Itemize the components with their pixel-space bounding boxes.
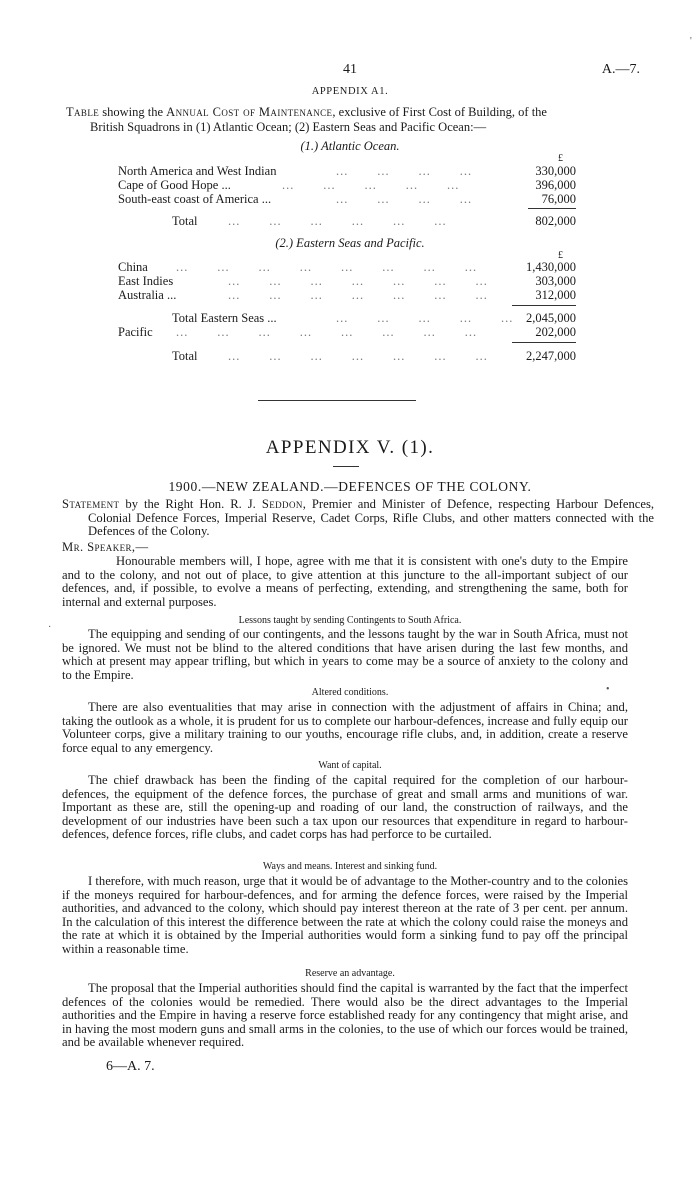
footer-reference: 6—A. 7. [106, 1059, 155, 1074]
sidenote-lessons: Lessons taught by sending Contingents to South Africa. [238, 615, 462, 626]
caption-text-b: , exclusive of First Cost of Building, of the [332, 105, 547, 119]
title-rule [333, 466, 359, 467]
row-label: China [118, 260, 148, 274]
scan-mark: ' [690, 36, 692, 47]
pacific-label: Pacific [118, 325, 153, 339]
caption-line-2: British Squadrons in (1) Atlantic Ocean; (2) Eastern Seas and Pacific Ocean:— [90, 120, 487, 134]
table-row: Pacific ... ... ... ... ... ... ... ... 202,000 [118, 325, 576, 339]
paragraph-2: The equipping and sending of our contingents, and the lessons taught by the war in South Africa, must not be ignored. We must not be blind to the altered conditions that have arisen during the last few months, and which at present may appear trifling, but which in years to come may be a source of anxiety to the colony and to the Empire. [62, 627, 628, 682]
total-row: Total ... ... ... ... ... ... ... 2,247,000 [172, 349, 576, 363]
pacific-value: 202,000 [535, 325, 576, 339]
row-label: South-east coast of America ... [118, 192, 272, 206]
row-label: Cape of Good Hope ... [118, 178, 231, 192]
section1-title: (1.) Atlantic Ocean. [300, 139, 400, 153]
row-value: 396,000 [535, 178, 576, 192]
caption-text-a: showing the [102, 105, 164, 119]
row-value: 312,000 [535, 288, 576, 302]
statement-text-b: , Premier and Minister of Defence, respecting Harbour Defences, Colonial Defence Forces, Imperial Reserve, Cadet Corps, Rifle Clubs, and other matters connected with the Defences of the Colony. [88, 497, 654, 538]
section2-currency: £ [558, 250, 563, 261]
paragraph-1: Honourable members will, I hope, agree with me that it is consistent with one's duty to the Empire and to the colony, and not out of place, to give attention at this juncture to the all-important subject of our defences, and, if possible, to evolve a means of perfecting, extending, and strengthening the same, both for internal and external purposes. [62, 554, 628, 609]
page-number: 41 [343, 62, 357, 77]
table-caption [66, 105, 632, 135]
main-heading: 1900.—NEW ZEALAND.—DEFENCES OF THE COLONY. [168, 479, 532, 494]
sidenote-ways: Ways and means. Interest and sinking fund. [262, 861, 438, 872]
sidenote-capital: Want of capital. [318, 760, 382, 771]
statement-text-a: by the Right Hon. R. J. [125, 497, 256, 511]
scan-mark: • [606, 684, 610, 695]
total-row: Total ... ... ... ... ... ... 802,000 [172, 214, 576, 228]
total-label: Total [172, 214, 198, 228]
paragraph-4: The chief drawback has been the finding of the capital required for the completion of our harbour-defences, the equipment of the defence forces, the purchase of great and small arms and munitions of war. Important as these are, still the opening-up and roading of our land, the construction of railways, and the development of our industries have been such a tax upon our resources that expenditure in regard to harbour-defences, defence forces, rifle clubs, and cadet corps has had perforce to be curtailed. [62, 773, 628, 841]
row-label: North America and West Indian [118, 164, 277, 178]
row-label: Australia ... [118, 288, 177, 302]
sidenote-altered: Altered conditions. [311, 687, 389, 698]
caption-small-caps: Annual Cost of Maintenance [166, 105, 333, 119]
table-row: East Indies ... ... ... ... ... ... ... 303,000 [118, 274, 576, 288]
subtotal-label: Total Eastern Seas ... [172, 311, 277, 325]
statement-lead: Statement [62, 497, 120, 511]
appendix-a1-title: APPENDIX A1. [311, 86, 389, 97]
row-value: 1,430,000 [526, 260, 576, 274]
paragraph-5: I therefore, with much reason, urge that it would be of advantage to the Mother-country and to the colonies if the moneys required for harbour-defences, and for arming the defence forces, were raised by the Imperial authorities, and advanced to the colony, which should pay interest thereon at the rate of 3 per cent. per annum. In the calculation of this interest the difference between the rate at which the colony could raise the moneys and the rate at which it is obtained by the Imperial authorities would form a sinking fund to pay off the principal within a reasonable time. [62, 874, 628, 956]
sidenote-reserve: Reserve an advantage. [305, 968, 395, 979]
sum-rule [512, 342, 576, 343]
row-label: East Indies [118, 274, 174, 288]
row-value: 303,000 [535, 274, 576, 288]
salutation [62, 541, 628, 555]
total-value: 802,000 [535, 214, 576, 228]
paragraph-3: There are also eventualities that may arise in connection with the adjustment of affairs in China; and, taking the outlook as a whole, it is prudent for us to complete our harbour-defences, increase and fully equip our Volunteer corps, give a military training to our youths, encourage rifle clubs, and, in addition, create a reserve force equal to any emergency. [62, 700, 628, 755]
table-row: North America and West Indian ... ... ... ... 330,000 [118, 164, 576, 178]
table-row: Cape of Good Hope ... ... ... ... ... ... 396,000 [118, 178, 576, 192]
section-divider [258, 400, 416, 401]
row-value: 76,000 [541, 192, 576, 206]
statement-paragraph [62, 498, 654, 539]
total-value: 2,247,000 [526, 349, 576, 363]
scan-mark: · [48, 622, 52, 633]
row-value: 330,000 [535, 164, 576, 178]
table-row: Australia ... ... ... ... ... ... ... ... 312,000 [118, 288, 576, 302]
section2-title: (2.) Eastern Seas and Pacific. [275, 236, 425, 250]
salutation-text: Mr. Speaker,— [62, 540, 149, 554]
section1-currency: £ [558, 153, 563, 164]
subtotal-value: 2,045,000 [526, 311, 576, 325]
table-row: South-east coast of America ... ... ... ... ... 76,000 [118, 192, 576, 206]
caption-lead: Table [66, 105, 100, 119]
appendix-v-title: APPENDIX V. (1). [265, 437, 435, 458]
total-label: Total [172, 349, 198, 363]
table-row: China ... ... ... ... ... ... ... ... 1,430,000 [118, 260, 576, 274]
sum-rule [512, 305, 576, 306]
document-reference: A.—7. [601, 62, 640, 77]
sum-rule [528, 208, 576, 209]
paragraph-6: The proposal that the Imperial authorities should find the capital is warranted by the fact that the imperfect defences of the colonies would be remedied. There would also be the direct advantages to the Imperial authorities and the Empire in having a reserve force established ready for any contingency that might arise, and in having the most modern guns and small arms in the colonies, to the use of which our forces would be trained, and be available whenever required. [62, 981, 628, 1049]
statement-name: Seddon [261, 497, 303, 511]
subtotal-row: Total Eastern Seas ... ... ... ... ... ... 2,045,000 [172, 311, 576, 325]
